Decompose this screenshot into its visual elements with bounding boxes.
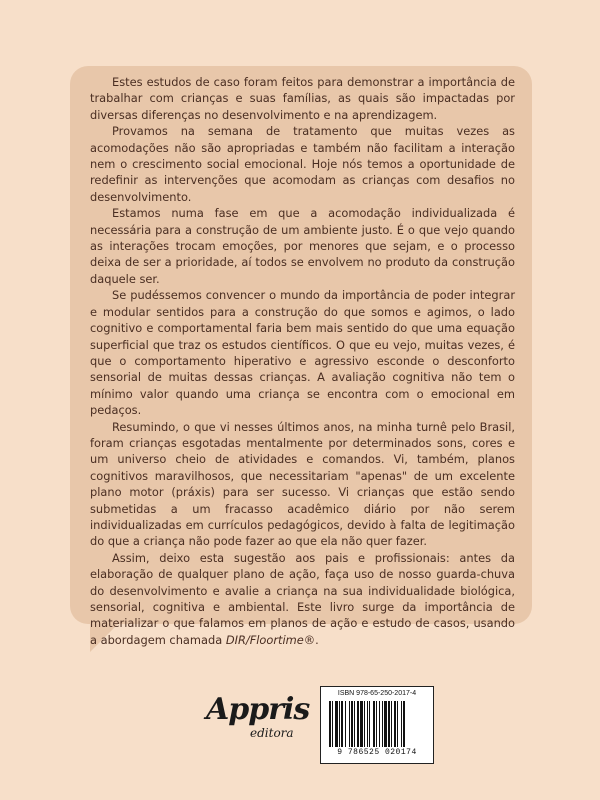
isbn-label: ISBN 978-65-250-2017-4	[337, 690, 417, 697]
paragraph-3: Estamos numa fase em que a acomodação individualizada é necessária para a construção de um ambiente justo. É o que vejo quando as interações trocam emoções, por menores que sejam, e o processo deixa de ser a prioridade, aí todos se envolvem no produto da construção daquele ser.	[90, 206, 515, 286]
publisher-logo	[206, 692, 310, 756]
publisher-sub: editora	[250, 726, 294, 740]
paragraph-6-text: Assim, deixo esta sugestão aos pais e profissionais: antes da elaboração de qualquer plano de ação, faça uso de nosso guarda-chuva do desenvolvimento e avalie a criança na sua individualidade biológica, sensorial, cognitiva e ambiental. Este livro surge da importância de materializar o que falamos em planos de ação e estudo de casos, usando a abordagem chamada	[90, 550, 515, 647]
barcode-bars	[329, 701, 425, 747]
publisher-name: Appris	[206, 692, 310, 727]
paragraph-5: Resumindo, o que vi nesses últimos anos, na minha turnê pelo Brasil, foram crianças esgotadas mentalmente por determinados sons, cores e um universo cheio de atividades e comandos. Vi, também, planos cognitivos maravilhosos, que necessitariam "apenas" de um excelente plano motor (práxis) para ser sucesso. Vi crianças que estão sendo submetidas a um fracasso acadêmico diário por não serem individualizadas em currículos pedagógicos, devido à falta de legitimação do que a criança não pode fazer ao que ela não quer fazer.	[90, 419, 515, 549]
paragraph-6-end: ®.	[303, 632, 319, 647]
method-name: DIR/Floortime	[225, 632, 304, 647]
paragraph-6	[90, 550, 515, 648]
barcode	[320, 686, 434, 764]
paragraph-1: Estes estudos de caso foram feitos para demonstrar a importância de trabalhar com crianças e suas famílias, as quais são impactadas por diversas diferenças no desenvolvimento e na aprendizagem.	[90, 75, 515, 122]
paragraph-4: Se pudéssemos convencer o mundo da importância de poder integrar e modular sentidos para a construção do que somos e agimos, o lado cognitivo e comportamental faria bem mais sentido do que uma equação superficial que traz os estudos científicos. O que eu vejo, muitas vezes, é que o comportamento hiperativo e agressivo esconde o desconforto sensorial de muitas dessas crianças. A avaliação cognitiva não tem o mínimo valor quando uma criança se encontra com o emocional em pedaços.	[90, 288, 515, 418]
barcode-number: 9 786525 020174	[337, 748, 417, 757]
back-cover-text	[90, 74, 515, 648]
paragraph-2: Provamos na semana de tratamento que muitas vezes as acomodações não são apropriadas e também não facilitam a interação nem o crescimento social emocional. Hoje nós temos a oportunidade de redefinir as intervenções que acomodam as crianças com desafios no desenvolvimento.	[90, 124, 515, 204]
